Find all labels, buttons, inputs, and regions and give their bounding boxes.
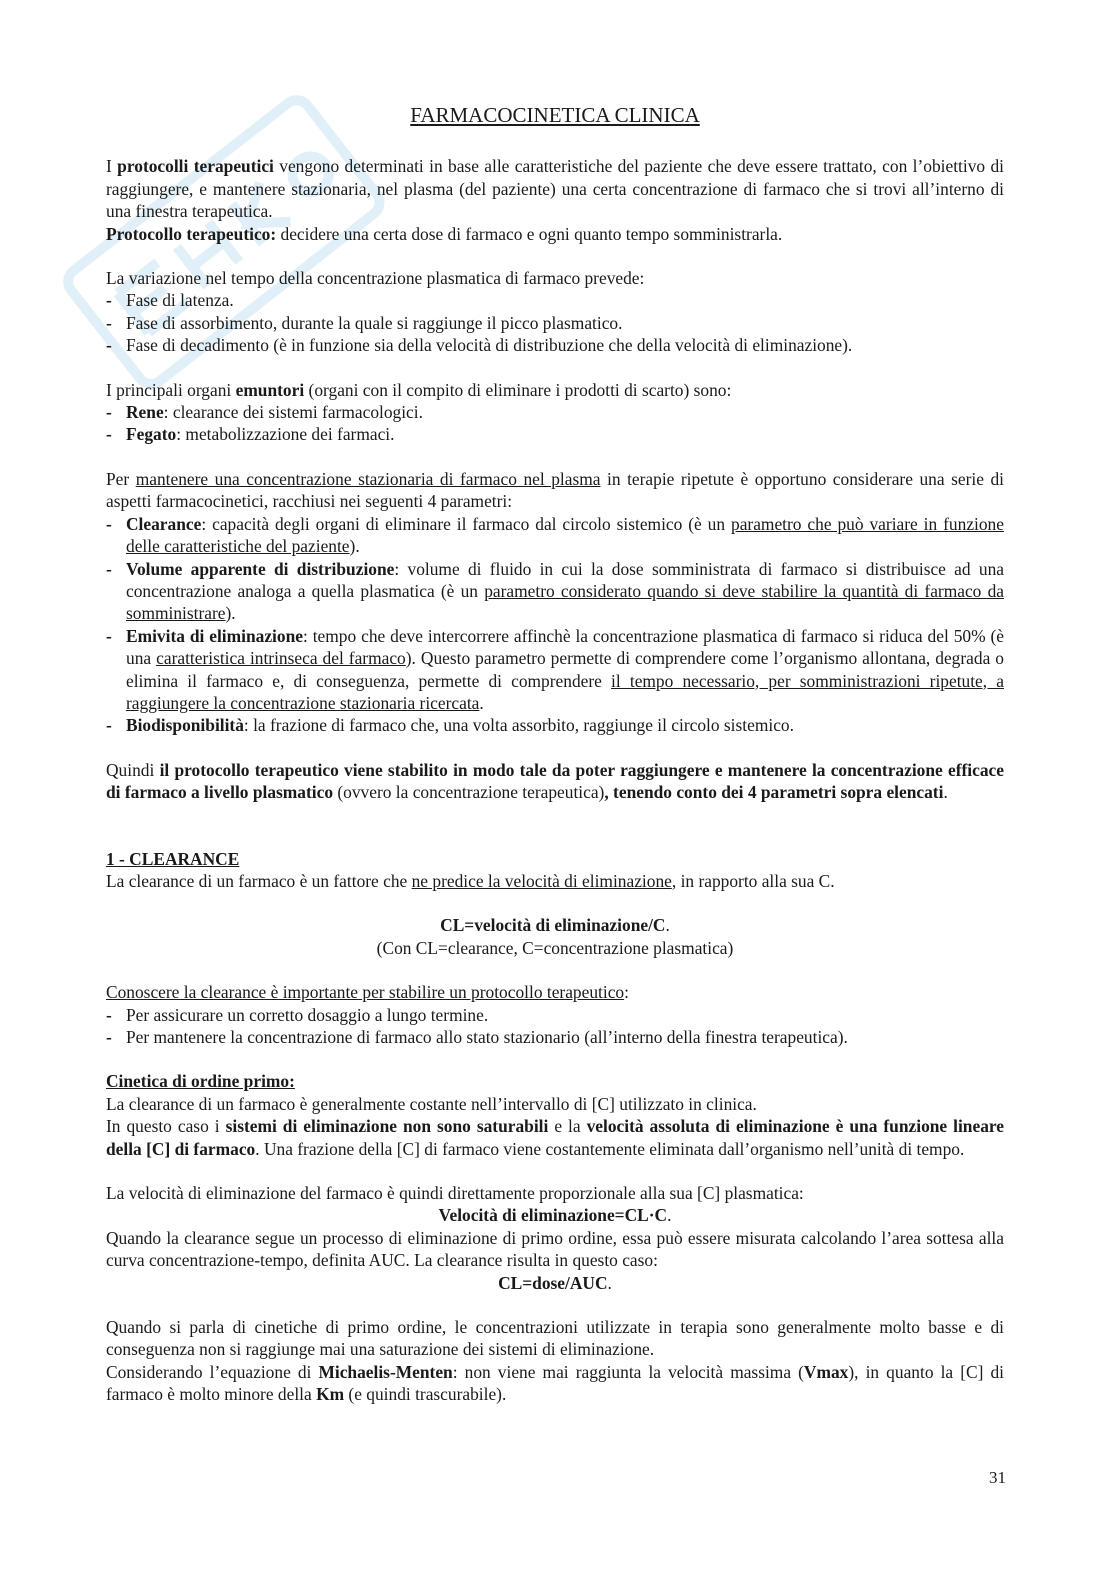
emuntori-lead: I principali organi emuntori (organi con il compito di eliminare i prodotti di scarto) sono: — [106, 379, 732, 400]
cinetica-p4: Quando la clearance segue un processo di eliminazione di primo ordine, essa può essere misurata calcolando l’area sottesa alla curva concentrazione-tempo, definita AUC. La clearance risulta in questo caso: — [106, 1227, 1004, 1271]
page-content — [106, 104, 1004, 1406]
cinetica-p3: La velocità di eliminazione del farmaco è quindi direttamente proporzionale alla sua [C] plasmatica: — [106, 1183, 804, 1204]
list-item: - Per assicurare un corretto dosaggio a lungo termine. — [106, 1004, 1004, 1026]
summary-paragraph: Quindi il protocollo terapeutico viene stabilito in modo tale da poter raggiungere e mantenere la concentrazione efficace di farmaco a livello plasmatico (ovvero la concentrazione terapeutica), tenendo conto dei 4 parametri sopra elencati. — [106, 759, 1004, 803]
list-item: - Fase di assorbimento, durante la quale si raggiunge il picco plasmatico. — [106, 312, 1004, 334]
cinetica-p1: La clearance di un farmaco è generalmente costante nell’intervallo di [C] utilizzato in clinica. — [106, 1093, 757, 1114]
list-item: - Fegato: metabolizzazione dei farmaci. — [106, 423, 1004, 445]
param-volume: - Volume apparente di distribuzione: volume di fluido in cui la dose somministrata di farmaco si distribuisce ad una concentrazione analoga a quella plasmatica (è un parametro considerato quando si deve stabilire la quantità di farmaco da somministrare). — [106, 558, 1004, 625]
param-biodisponibilita: - Biodisponibilità: la frazione di farmaco che, una volta assorbito, raggiunge il circolo sistemico. — [106, 714, 1004, 736]
clearance-importance-list — [106, 1004, 1004, 1049]
cinetica-p6: Considerando l’equazione di Michaelis-Menten: non viene mai raggiunta la velocità massima (Vmax), in quanto la [C] di farmaco è molto minore della Km (e quindi trascurabile). — [106, 1361, 1004, 1405]
formula-note: (Con CL=clearance, C=concentrazione plasmatica) — [376, 937, 734, 958]
clearance-definition: La clearance di un farmaco è un fattore che ne predice la velocità di eliminazione, in rapporto alla sua C. — [106, 870, 835, 891]
params-list — [106, 513, 1004, 737]
param-emivita: - Emivita di eliminazione: tempo che deve intercorrere affinchè la concentrazione plasmatica di farmaco si riduca del 50% (è una caratteristica intrinseca del farmaco). Questo parametro permette di comprendere come l’organismo allontana, degrada o elimina il farmaco e, di conseguenza, permette di comprendere il tempo necessario, per somministrazioni ripetute, a raggiungere la concentrazione stazionaria ricercata. — [106, 625, 1004, 715]
intro-bold: protocolli terapeutici — [117, 156, 274, 177]
cinetica-p5: Quando si parla di cinetiche di primo ordine, le concentrazioni utilizzate in terapia sono generalmente molto basse e di conseguenza non si raggiunge mai una saturazione dei sistemi di eliminazione. — [106, 1317, 1004, 1360]
variation-lead: La variazione nel tempo della concentrazione plasmatica di farmaco prevede: — [106, 268, 645, 289]
section-heading-clearance: 1 - CLEARANCE — [106, 848, 240, 869]
emuntori-list — [106, 401, 1004, 446]
cinetica-p2: In questo caso i sistemi di eliminazione non sono saturabili e la velocità assoluta di eliminazione è una funzione lineare della [C] di farmaco. Una frazione della [C] di farmaco viene costantemente eliminata dall’organismo nell’unità di tempo. — [106, 1116, 1005, 1159]
subsection-heading-cinetica: Cinetica di ordine primo: — [106, 1071, 295, 1092]
list-item: - Fase di latenza. — [106, 289, 1004, 311]
page-title: FARMACOCINETICA CLINICA — [410, 103, 700, 127]
variation-list — [106, 289, 1004, 356]
protocol-definition: Protocollo terapeutico: decidere una certa dose di farmaco e ogni quanto tempo somministrarla. — [106, 223, 783, 244]
intro-paragraph: I protocolli terapeutici vengono determinati in base alle caratteristiche del paziente che deve essere trattato, con l’obiettivo di raggiungere, e mantenere stazionaria, nel plasma (del paziente) una certa concentrazione di farmaco che si trovi all’interno di una finestra terapeutica. — [106, 156, 1004, 222]
list-item: - Rene: clearance dei sistemi farmacologici. — [106, 401, 1004, 423]
auc-formula: CL=dose/AUC. — [498, 1272, 612, 1293]
param-clearance: - Clearance: capacità degli organi di eliminare il farmaco dal circolo sistemico (è un parametro che può variare in funzione delle caratteristiche del paziente). — [106, 513, 1004, 558]
list-item: - Fase di decadimento (è in funzione sia della velocità di distribuzione che della velocità di eliminazione). — [106, 334, 1004, 356]
params-lead: Per mantenere una concentrazione stazionaria di farmaco nel plasma in terapie ripetute è opportuno considerare una serie di aspetti farmacocinetici, racchiusi nei seguenti 4 parametri: — [106, 468, 1004, 512]
elimination-formula: Velocità di eliminazione=CL·C. — [438, 1205, 672, 1226]
page-number: 31 — [989, 1468, 1006, 1487]
list-item: - Per mantenere la concentrazione di farmaco allo stato stazionario (all’interno della finestra terapeutica). — [106, 1026, 1004, 1048]
clearance-importance-lead: Conoscere la clearance è importante per stabilire un protocollo terapeutico: — [106, 982, 629, 1003]
clearance-formula: CL=velocità di eliminazione/C. — [440, 915, 670, 936]
